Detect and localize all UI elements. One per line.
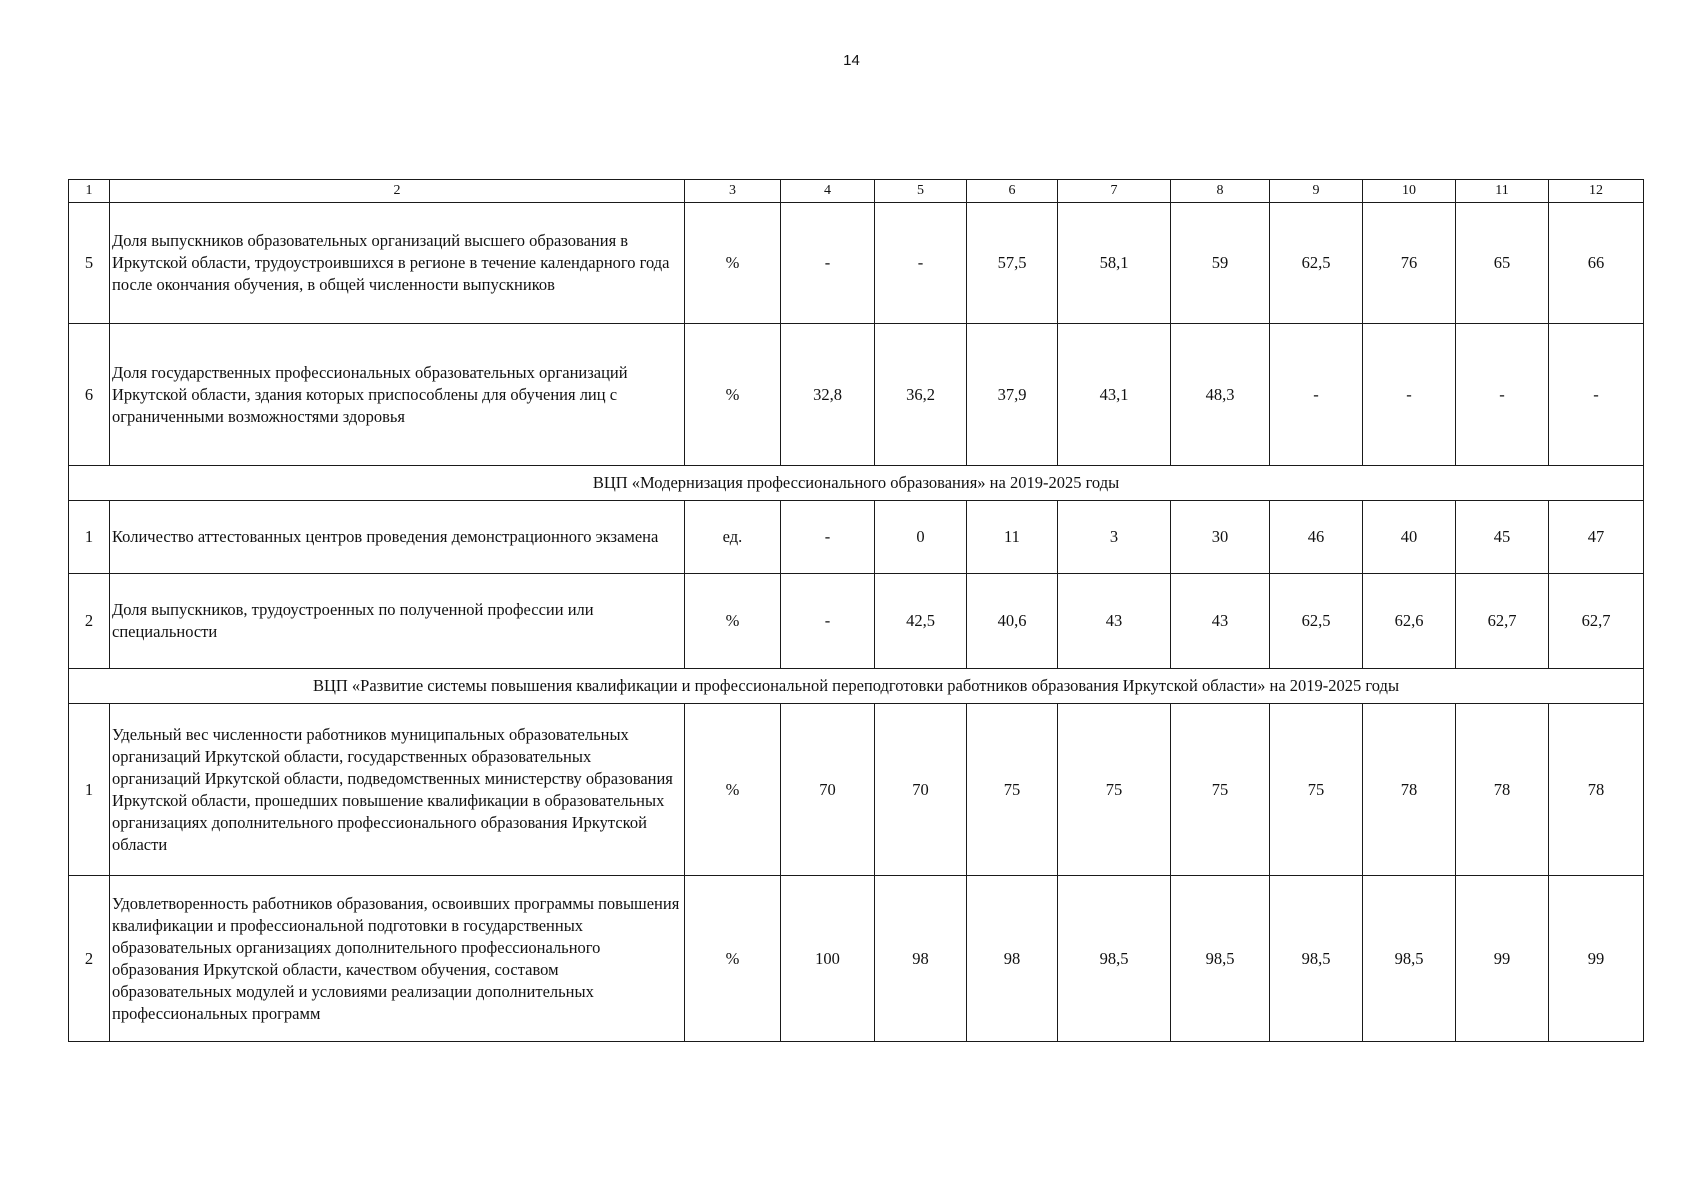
value-cell: 40 [1363,501,1456,574]
value-cell: 40,6 [967,574,1058,669]
unit-cell: % [685,704,781,876]
row-number: 5 [69,203,110,324]
value-cell: 98 [875,876,967,1042]
unit-cell: % [685,203,781,324]
value-cell: 78 [1549,704,1644,876]
value-cell: 37,9 [967,324,1058,466]
column-number: 10 [1363,180,1456,203]
value-cell: 3 [1058,501,1171,574]
table-row [69,574,1644,669]
value-cell: - [781,574,875,669]
value-cell: 76 [1363,203,1456,324]
column-number: 3 [685,180,781,203]
row-number: 1 [69,704,110,876]
value-cell: 99 [1549,876,1644,1042]
column-number: 4 [781,180,875,203]
section-header-row [69,669,1644,704]
section-title: ВЦП «Развитие системы повышения квалификации и профессиональной переподготовки работников образования Иркутской области» на 2019-2025 годы [69,669,1644,704]
value-cell: 11 [967,501,1058,574]
value-cell: 42,5 [875,574,967,669]
section-header-row [69,466,1644,501]
value-cell: - [1456,324,1549,466]
indicator-name: Доля выпускников образовательных организаций высшего образования в Иркутской области, трудоустроившихся в регионе в течение календарного года после окончания обучения, в общей численности выпускников [110,203,685,324]
value-cell: 47 [1549,501,1644,574]
value-cell: 62,7 [1456,574,1549,669]
value-cell: 0 [875,501,967,574]
row-number: 2 [69,574,110,669]
value-cell: - [1270,324,1363,466]
column-number: 6 [967,180,1058,203]
value-cell: 62,6 [1363,574,1456,669]
value-cell: 98,5 [1270,876,1363,1042]
column-number-row [69,180,1644,203]
value-cell: - [1549,324,1644,466]
unit-cell: % [685,574,781,669]
row-number: 2 [69,876,110,1042]
table-row [69,203,1644,324]
value-cell: 75 [1058,704,1171,876]
value-cell: 98,5 [1363,876,1456,1042]
column-number: 8 [1171,180,1270,203]
column-number: 1 [69,180,110,203]
value-cell: 75 [967,704,1058,876]
value-cell: - [781,203,875,324]
table-row [69,501,1644,574]
value-cell: - [1363,324,1456,466]
value-cell: 98,5 [1171,876,1270,1042]
value-cell: 66 [1549,203,1644,324]
table-row [69,324,1644,466]
value-cell: 65 [1456,203,1549,324]
value-cell: 70 [781,704,875,876]
value-cell: 100 [781,876,875,1042]
unit-cell: % [685,324,781,466]
table-row [69,704,1644,876]
value-cell: 59 [1171,203,1270,324]
value-cell: 99 [1456,876,1549,1042]
value-cell: 98,5 [1058,876,1171,1042]
value-cell: - [875,203,967,324]
value-cell: 46 [1270,501,1363,574]
table-row [69,876,1644,1042]
page-number: 14 [843,52,860,69]
value-cell: 36,2 [875,324,967,466]
value-cell: 45 [1456,501,1549,574]
value-cell: 78 [1363,704,1456,876]
indicator-name: Удельный вес численности работников муниципальных образовательных организаций Иркутской области, государственных образовательных организаций Иркутской области, подведомственных министерству образования Иркутской области, прошедших повышение квалификации в образовательных организациях дополнительного профессионального образования Иркутской области [110,704,685,876]
value-cell: 43,1 [1058,324,1171,466]
column-number: 5 [875,180,967,203]
column-number: 2 [110,180,685,203]
value-cell: 62,5 [1270,574,1363,669]
value-cell: 58,1 [1058,203,1171,324]
column-number: 11 [1456,180,1549,203]
section-title: ВЦП «Модернизация профессионального образования» на 2019-2025 годы [69,466,1644,501]
value-cell: 48,3 [1171,324,1270,466]
indicator-name: Доля выпускников, трудоустроенных по полученной профессии или специальности [110,574,685,669]
row-number: 6 [69,324,110,466]
value-cell: 78 [1456,704,1549,876]
column-number: 7 [1058,180,1171,203]
value-cell: 70 [875,704,967,876]
row-number: 1 [69,501,110,574]
value-cell: 32,8 [781,324,875,466]
value-cell: - [781,501,875,574]
unit-cell: % [685,876,781,1042]
column-number: 9 [1270,180,1363,203]
value-cell: 62,5 [1270,203,1363,324]
value-cell: 43 [1171,574,1270,669]
indicator-name: Доля государственных профессиональных образовательных организаций Иркутской области, здания которых приспособлены для обучения лиц с ограниченными возможностями здоровья [110,324,685,466]
value-cell: 57,5 [967,203,1058,324]
indicators-table [68,179,1644,1042]
value-cell: 98 [967,876,1058,1042]
value-cell: 30 [1171,501,1270,574]
indicator-name: Количество аттестованных центров проведения демонстрационного экзамена [110,501,685,574]
value-cell: 75 [1171,704,1270,876]
indicator-name: Удовлетворенность работников образования, освоивших программы повышения квалификации и профессиональной подготовки в государственных образовательных организациях дополнительного профессионального образования Иркутской области, качеством обучения, составом образовательных модулей и условиями реализации дополнительных профессиональных программ [110,876,685,1042]
value-cell: 62,7 [1549,574,1644,669]
column-number: 12 [1549,180,1644,203]
value-cell: 43 [1058,574,1171,669]
value-cell: 75 [1270,704,1363,876]
unit-cell: ед. [685,501,781,574]
